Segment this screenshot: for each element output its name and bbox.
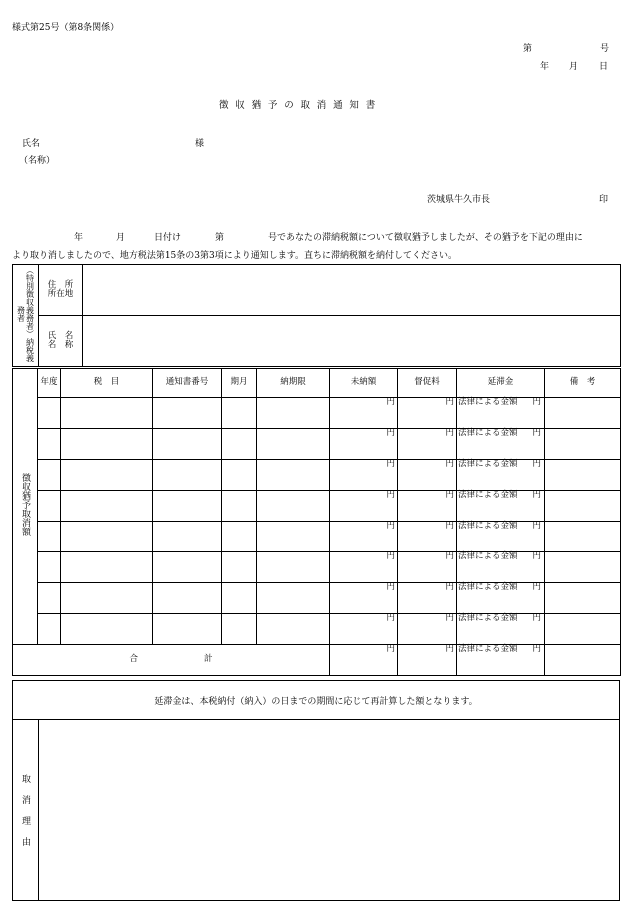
late-fee-yen: 円 (532, 582, 541, 593)
table-row (13, 398, 621, 429)
cell-year[interactable] (38, 428, 61, 459)
address-label: 住 所 所在地 (39, 265, 83, 316)
cell-remarks[interactable] (545, 490, 621, 521)
body-dai: 第 (215, 233, 225, 243)
note-box (12, 680, 620, 720)
amount-header-row (13, 369, 621, 398)
cell-late-fee[interactable] (457, 490, 545, 521)
late-fee-yen: 円 (532, 520, 541, 531)
cell-period[interactable] (222, 521, 257, 552)
cell-year[interactable] (38, 490, 61, 521)
cell-notice-number[interactable] (153, 552, 222, 583)
cell-tax-item[interactable] (61, 552, 153, 583)
table-row (13, 521, 621, 552)
total-label (13, 645, 330, 676)
total-unpaid[interactable]: 円 (330, 645, 398, 676)
body-line1: 号であなたの滞納税額について徴収猶予しましたが、その猶予を下記の理由に (268, 233, 583, 243)
cell-remarks[interactable] (545, 521, 621, 552)
amount-table (12, 368, 621, 676)
cell-period[interactable] (222, 490, 257, 521)
cell-remarks[interactable] (545, 583, 621, 614)
cell-year[interactable] (38, 521, 61, 552)
cell-tax-item[interactable] (61, 583, 153, 614)
cell-late-fee[interactable] (457, 459, 545, 490)
cell-reminder-fee[interactable]: 円 (398, 398, 457, 429)
cell-remarks[interactable] (545, 398, 621, 429)
table-row (13, 552, 621, 583)
cell-late-fee[interactable] (457, 521, 545, 552)
col-unpaid: 未納額 (330, 369, 398, 398)
body-month: 月 (116, 233, 126, 243)
cell-reminder-fee[interactable]: 円 (398, 521, 457, 552)
cell-due-date[interactable] (257, 614, 330, 645)
late-fee-yen: 円 (532, 427, 541, 438)
cell-due-date[interactable] (257, 552, 330, 583)
late-fee-yen: 円 (532, 458, 541, 469)
total-late-fee[interactable] (457, 645, 545, 676)
col-period: 期月 (222, 369, 257, 398)
cell-unpaid[interactable]: 円 (330, 583, 398, 614)
table-row (13, 583, 621, 614)
taxpayer-table (12, 264, 621, 367)
cell-reminder-fee[interactable]: 円 (398, 552, 457, 583)
issuer-name: 茨城県牛久市長 (427, 195, 491, 205)
col-remarks: 備 考 (545, 369, 621, 398)
reason-field[interactable] (39, 720, 619, 900)
late-fee-label: 法律による金額 (458, 427, 518, 438)
late-fee-label: 法律による金額 (458, 644, 518, 655)
col-late-fee: 延滞金 (457, 369, 545, 398)
late-fee-label: 法律による金額 (458, 551, 518, 562)
table-row (13, 459, 621, 490)
number-suffix: 号 (600, 44, 610, 54)
total-reminder-fee[interactable]: 円 (398, 645, 457, 676)
cell-due-date[interactable] (257, 428, 330, 459)
cell-late-fee[interactable] (457, 398, 545, 429)
cell-remarks[interactable] (545, 428, 621, 459)
cell-year[interactable] (38, 614, 61, 645)
cell-notice-number[interactable] (153, 614, 222, 645)
cell-late-fee[interactable] (457, 428, 545, 459)
number-prefix: 第 (523, 44, 533, 54)
body-year: 年 (74, 233, 84, 243)
cell-due-date[interactable] (257, 398, 330, 429)
late-fee-yen: 円 (532, 644, 541, 655)
cell-year[interactable] (38, 583, 61, 614)
cell-remarks[interactable] (545, 552, 621, 583)
amount-side-label: 徴収猶予取消額 (13, 369, 38, 645)
addressee-name-alt: （名称） (19, 156, 56, 166)
late-fee-label: 法律による金額 (458, 397, 518, 407)
cell-late-fee[interactable] (457, 552, 545, 583)
total-remarks[interactable] (545, 645, 621, 676)
late-fee-label: 法律による金額 (458, 489, 518, 500)
cell-tax-item[interactable] (61, 428, 153, 459)
cell-reminder-fee[interactable]: 円 (398, 459, 457, 490)
col-year: 年度 (38, 369, 61, 398)
date-year: 年 (540, 62, 550, 72)
cell-period[interactable] (222, 459, 257, 490)
cell-notice-number[interactable] (153, 490, 222, 521)
late-fee-yen: 円 (532, 397, 541, 407)
date-day: 日 (599, 62, 609, 72)
cell-tax-item[interactable] (61, 459, 153, 490)
issuer-seal: 印 (599, 195, 609, 205)
late-fee-label: 法律による金額 (458, 582, 518, 593)
cell-late-fee[interactable] (457, 583, 545, 614)
cell-due-date[interactable] (257, 490, 330, 521)
cell-tax-item[interactable] (61, 398, 153, 429)
total-label-2: 計 (204, 654, 213, 665)
cell-period[interactable] (222, 428, 257, 459)
reason-label: 取消理由 (13, 720, 39, 900)
cell-notice-number[interactable] (153, 583, 222, 614)
cell-reminder-fee[interactable]: 円 (398, 490, 457, 521)
cell-unpaid[interactable]: 円 (330, 521, 398, 552)
cell-period[interactable] (222, 398, 257, 429)
cell-unpaid[interactable]: 円 (330, 428, 398, 459)
address-field[interactable] (83, 265, 621, 316)
col-notice-number: 通知書番号 (153, 369, 222, 398)
total-label-1: 合 (129, 654, 138, 665)
addressee-name-label: 氏名 (22, 139, 41, 149)
cell-year[interactable] (38, 398, 61, 429)
cell-reminder-fee[interactable]: 円 (398, 428, 457, 459)
cell-notice-number[interactable] (153, 459, 222, 490)
body-line2: より取り消しましたので、地方税法第15条の3第3項により通知します。直ちに滞納税額を納付してください。 (12, 251, 458, 261)
late-fee-yen: 円 (532, 551, 541, 562)
cell-period[interactable] (222, 583, 257, 614)
col-tax-item: 税 目 (61, 369, 153, 398)
cell-unpaid[interactable]: 円 (330, 459, 398, 490)
reason-box (12, 719, 620, 901)
late-fee-label: 法律による金額 (458, 613, 518, 624)
cell-period[interactable] (222, 614, 257, 645)
body-day: 日付け (154, 233, 182, 243)
form-number: 様式第25号（第8条関係） (12, 23, 120, 33)
col-reminder-fee: 督促料 (398, 369, 457, 398)
cell-due-date[interactable] (257, 459, 330, 490)
cell-notice-number[interactable] (153, 398, 222, 429)
cell-remarks[interactable] (545, 459, 621, 490)
cell-period[interactable] (222, 552, 257, 583)
addressee-honorific: 様 (195, 139, 205, 149)
table-row (13, 614, 621, 645)
cell-due-date[interactable] (257, 583, 330, 614)
col-due-date: 納期限 (257, 369, 330, 398)
taxpayer-name-field[interactable] (83, 316, 621, 367)
late-fee-label: 法律による金額 (458, 520, 518, 531)
date-month: 月 (569, 62, 579, 72)
cell-tax-item[interactable] (61, 490, 153, 521)
cell-notice-number[interactable] (153, 521, 222, 552)
cell-unpaid[interactable]: 円 (330, 614, 398, 645)
taxpayer-side-label: （特別徴収義務者）納税義務者 (13, 265, 39, 367)
table-row (13, 490, 621, 521)
cell-due-date[interactable] (257, 521, 330, 552)
cell-year[interactable] (38, 552, 61, 583)
late-fee-yen: 円 (532, 489, 541, 500)
cell-unpaid[interactable]: 円 (330, 490, 398, 521)
document-title: 徴収猶予の取消通知書 (219, 100, 383, 111)
cell-reminder-fee[interactable]: 円 (398, 583, 457, 614)
cell-unpaid[interactable]: 円 (330, 552, 398, 583)
table-row (13, 428, 621, 459)
cell-remarks[interactable] (545, 614, 621, 645)
cell-tax-item[interactable] (61, 521, 153, 552)
taxpayer-name-label: 氏 名 名 称 (39, 316, 83, 367)
cell-reminder-fee[interactable]: 円 (398, 614, 457, 645)
note-text: 延滞金は、本税納付（納入）の日までの期間に応じて再計算した額となります。 (154, 697, 478, 707)
total-row (13, 645, 621, 676)
cell-tax-item[interactable] (61, 614, 153, 645)
late-fee-yen: 円 (532, 613, 541, 624)
cell-late-fee[interactable] (457, 614, 545, 645)
cell-unpaid[interactable]: 円 (330, 398, 398, 429)
cell-notice-number[interactable] (153, 428, 222, 459)
cell-year[interactable] (38, 459, 61, 490)
late-fee-label: 法律による金額 (458, 458, 518, 469)
